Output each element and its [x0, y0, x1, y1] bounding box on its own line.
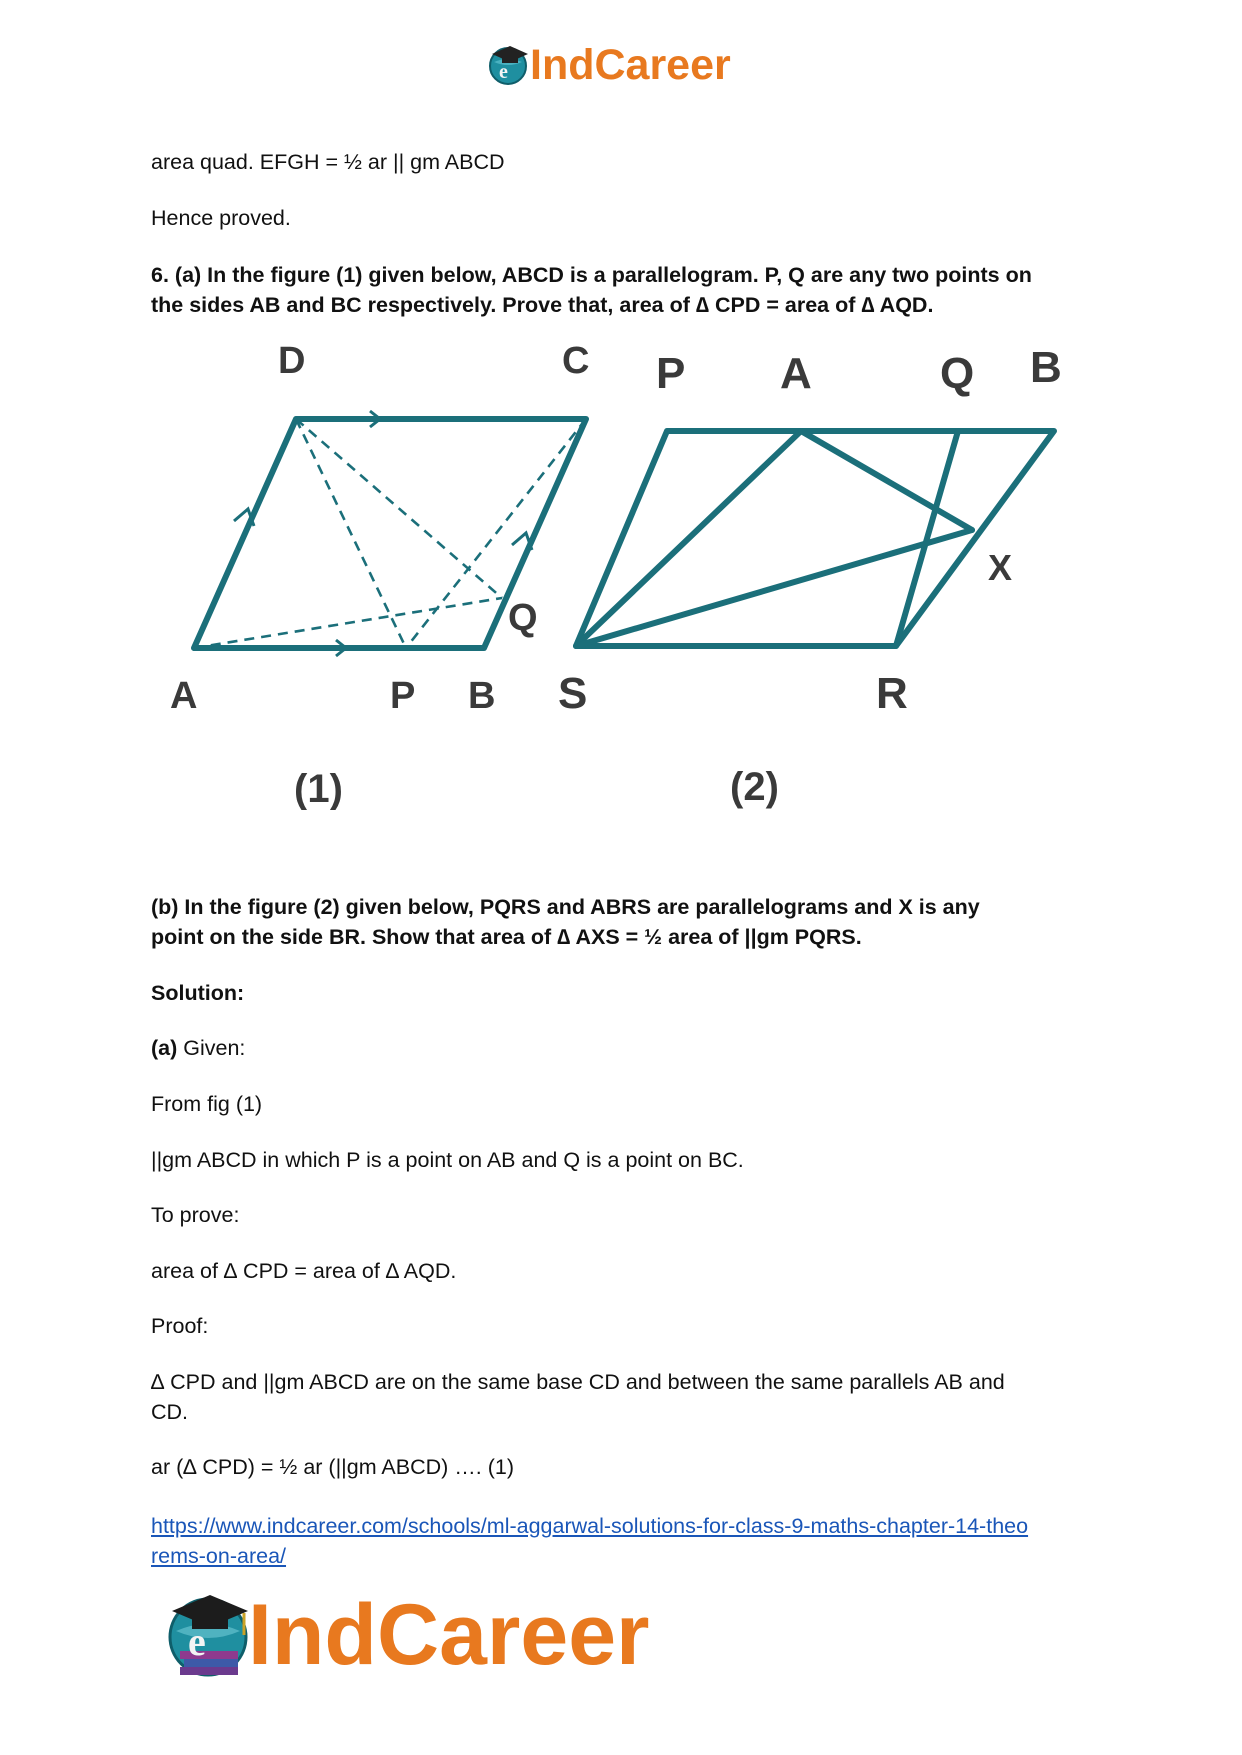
segment-dq — [296, 419, 502, 598]
header-logo-text: IndCareer — [530, 41, 731, 89]
text-line: Proof: — [151, 1314, 209, 1338]
fig2-label-q: Q — [940, 349, 975, 398]
text-line: Hence proved. — [151, 206, 291, 230]
footer-logo — [162, 1585, 722, 1685]
text-line: To prove: — [151, 1203, 240, 1227]
globe-graduation-cap-icon — [486, 42, 532, 88]
text-line: area quad. EFGH = ½ ar || gm ABCD — [151, 150, 505, 174]
question-6a-line1: 6. (a) In the figure (1) given below, ABCD is a parallelogram. P, Q are any two points on — [151, 263, 1032, 287]
svg-text:e: e — [499, 61, 508, 83]
fig2-label-p: P — [656, 349, 686, 398]
text-line: area of ∆ CPD = area of ∆ AQD. — [151, 1259, 457, 1283]
svg-text:e: e — [188, 1619, 206, 1664]
source-link-line1[interactable]: https://www.indcareer.com/schools/ml-aggarwal-solutions-for-class-9-maths-chapter-14-theo — [151, 1514, 1029, 1538]
question-6b-line2: point on the side BR. Show that area of ∆ AXS = ½ area of ||gm PQRS. — [151, 925, 862, 949]
text-line: ∆ CPD and ||gm ABCD are on the same base CD and between the same parallels AB and — [151, 1370, 1005, 1394]
geometry-figures — [150, 340, 1110, 810]
segment-cp — [406, 419, 586, 648]
solution-heading: Solution: — [151, 981, 245, 1005]
parallelogram-pbrs — [576, 431, 1054, 646]
fig1-label-c: C — [562, 340, 590, 382]
fig1-label-p: P — [390, 675, 416, 717]
text-line: ||gm ABCD in which P is a point on AB and Q is a point on BC. — [151, 1148, 744, 1172]
question-6a-line2: the sides AB and BC respectively. Prove that, area of ∆ CPD = area of ∆ AQD. — [151, 293, 934, 317]
fig2-label-x: X — [988, 547, 1013, 588]
header-logo — [486, 40, 776, 90]
footer-logo-text: IndCareer — [248, 1587, 650, 1683]
fig1-label-q: Q — [508, 597, 538, 639]
fig1-label-b: B — [468, 675, 496, 717]
question-6b-line1: (b) In the figure (2) given below, PQRS and ABRS are parallelograms and X is any — [151, 895, 980, 919]
fig2-label-r: R — [876, 669, 908, 718]
segment-aq — [194, 598, 502, 648]
text-line: CD. — [151, 1400, 189, 1424]
figure-1 — [170, 340, 589, 810]
source-link-line2[interactable]: rems-on-area/ — [151, 1544, 287, 1568]
fig2-caption: (2) — [730, 765, 779, 809]
given-label: Given: — [177, 1036, 246, 1060]
fig1-caption: (1) — [294, 767, 343, 810]
figure-2 — [558, 343, 1062, 809]
text-line: From fig (1) — [151, 1092, 263, 1116]
fig2-label-a: A — [780, 349, 812, 398]
segment-dp — [296, 419, 406, 648]
part-a-label: (a) — [151, 1036, 178, 1060]
text-line: ar (∆ CPD) = ½ ar (||gm ABCD) …. (1) — [151, 1455, 515, 1479]
fig2-label-b: B — [1030, 343, 1062, 392]
fig1-label-d: D — [278, 340, 306, 382]
fig2-label-s: S — [558, 669, 588, 718]
part-a-given — [151, 1033, 1101, 1063]
globe-graduation-cap-books-icon — [162, 1589, 254, 1681]
fig1-label-a: A — [170, 675, 198, 717]
